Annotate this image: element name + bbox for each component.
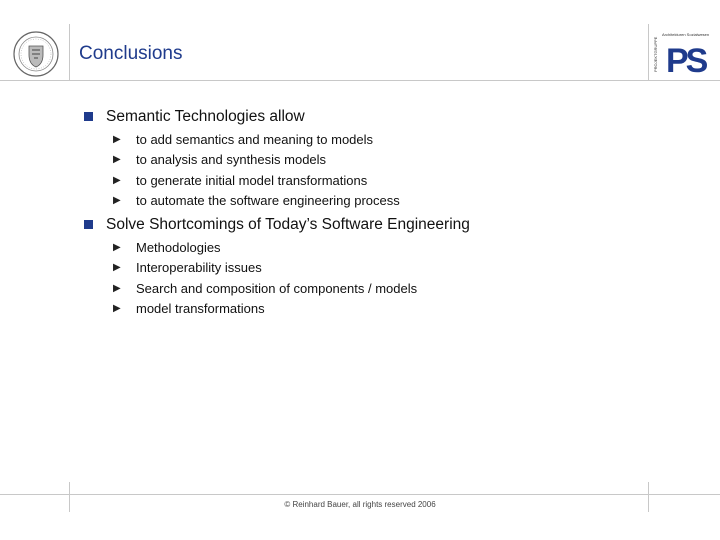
bullet-level1 — [84, 106, 684, 128]
bullet-level1 — [84, 214, 684, 236]
bullet-level2 — [84, 171, 684, 191]
square-bullet-icon — [84, 220, 93, 229]
bullet-text: Methodologies — [136, 240, 221, 256]
bullet-text: Interoperability issues — [136, 260, 262, 276]
triangle-arrow-icon: ▶ — [113, 154, 121, 166]
triangle-arrow-icon: ▶ — [113, 134, 121, 145]
sublist — [84, 130, 684, 211]
logo-small-text: Architekturen Sozialwesen — [662, 32, 710, 37]
bullet-level2 — [84, 150, 684, 170]
bullet-text: Solve Shortcomings of Today’s Software Engineering — [106, 216, 470, 234]
triangle-arrow-icon: ▶ — [113, 282, 121, 294]
copyright-footer: © Reinhard Bauer, all rights reserved 2006 — [284, 500, 436, 509]
triangle-arrow-icon: ▶ — [113, 174, 121, 186]
section-software-engineering — [84, 214, 684, 319]
bullet-level2 — [84, 238, 684, 258]
triangle-arrow-icon: ▶ — [113, 303, 121, 315]
bullet-level2 — [84, 191, 684, 211]
header-rule — [0, 80, 720, 81]
bullet-text: to analysis and synthesis models — [136, 152, 327, 168]
slide-content — [84, 106, 684, 322]
header-divider-left — [69, 24, 70, 80]
section-semantic-technologies — [84, 106, 684, 211]
bullet-level2 — [84, 130, 684, 150]
page-title: Conclusions — [79, 43, 183, 64]
university-seal-icon — [12, 30, 60, 78]
triangle-arrow-icon: ▶ — [113, 194, 121, 206]
bullet-text: to automate the software engineering process — [136, 192, 400, 208]
bullet-level2 — [84, 279, 684, 299]
footer-rule — [0, 494, 720, 495]
bullet-level2 — [84, 258, 684, 278]
bullet-text: to generate initial model transformations — [136, 172, 368, 188]
triangle-arrow-icon: ▶ — [113, 262, 121, 274]
svg-text:PROJEKTGRUPPE: PROJEKTGRUPPE — [653, 36, 658, 72]
ps-logo — [653, 30, 714, 80]
bullet-text: Semantic Technologies allow — [106, 108, 305, 125]
bullet-text: to add semantics and meaning to models — [136, 132, 374, 147]
bullet-level2 — [84, 299, 684, 319]
logo-text: PS — [666, 42, 706, 80]
bullet-text: model transformations — [136, 301, 265, 317]
triangle-arrow-icon: ▶ — [113, 242, 121, 254]
square-bullet-icon — [84, 112, 93, 121]
sublist — [84, 238, 684, 319]
bullet-text: Search and composition of components / models — [136, 280, 418, 296]
header-divider-right — [648, 24, 649, 80]
